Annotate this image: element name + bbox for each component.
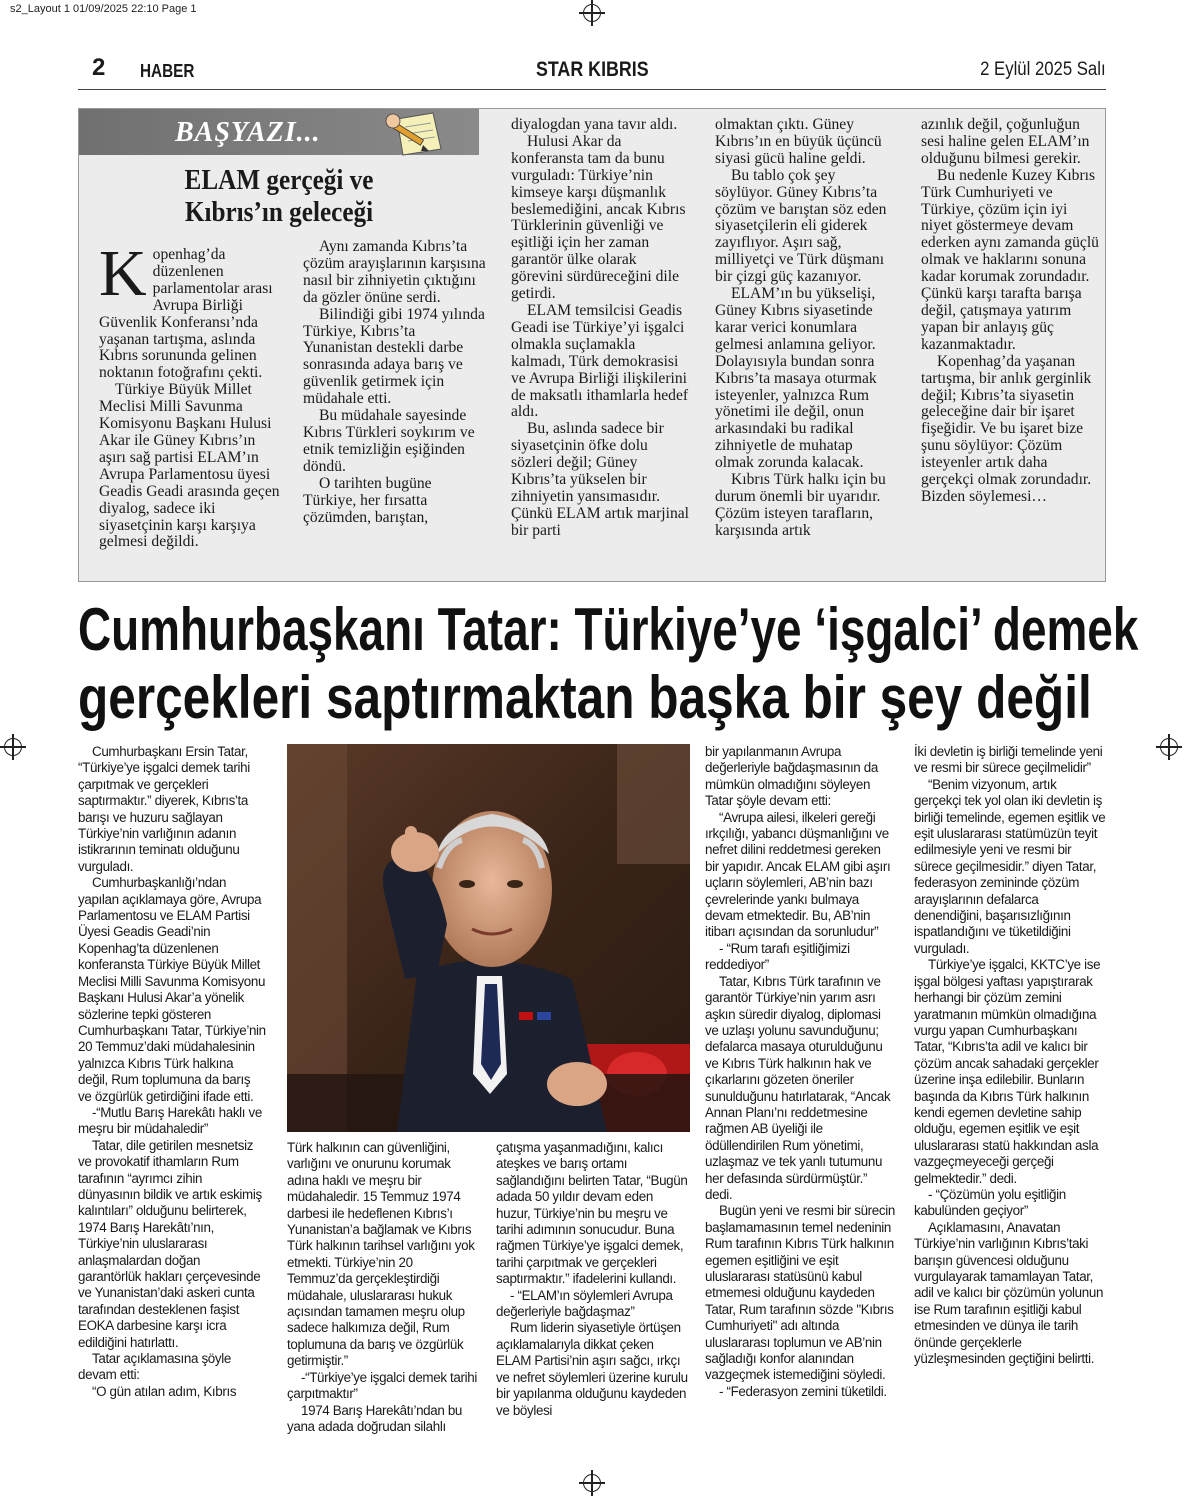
page-header [78, 54, 1106, 90]
registration-mark-icon [4, 738, 22, 756]
editorial-banner [79, 109, 479, 155]
editorial-column: diyalogdan yana tavır aldı. Hulusi Akar da konferansta tam da bunu vurguladı: Türkiye’nin kimseye karşı düşmanlık beslemediğini, ancak Kıbrıs Türklerinin güvenliği ve eşitliği için her zaman garantör ülke olarak görevini sürdüreceğini dile getirdi. ELAM temsilcisi Geadis Geadi ise Türkiye’yi işgalci olmakla suçlamakla kalmadı, Türk demokrasisi ve Avrupa Birliği ilişkilerini de maksatlı ithamlarla hedef aldı. Bu, aslında sadece bir siyasetçinin öfke dolu sözleri değil; Güney Kıbrıs’ta yükselen bir zihniyetin yansımasıdır. Çünkü ELAM artık marjinal bir parti [511, 117, 689, 539]
article-photo [287, 744, 690, 1132]
registration-mark-icon [583, 4, 601, 22]
registration-mark-icon [1160, 738, 1178, 756]
editorial-column: olmaktan çıktı. Güney Kıbrıs’ın en büyük üçüncü siyasi gücü haline geldi. Bu tablo çok şey söylüyor. Güney Kıbrıs’ta çözüm ve barıştan söz eden siyasetçilerin eli giderek zayıflıyor. Aşırı sağ, milliyetçi ve Türk düşmanı bir çizgi güç kazanıyor. ELAM’ın bu yükselişi, Güney Kıbrıs siyasetinde karar verici konumlara gelmesi anlamına geliyor. Dolayısıyla bundan sonra Kıbrıs’ta masaya oturmak isteyenler, yalnızca Rum yönetimi ile değil, onun arkasındaki bu radikal zihniyetle de muhatap olmak zorunda kalacak. Kıbrıs Türk halkı için bu durum önemli bir uyarıdır. Çözüm isteyen tarafların, karşısında artık [715, 117, 887, 539]
newspaper-name: STAR KIBRIS [535, 58, 649, 81]
editorial-box [78, 108, 1106, 582]
editorial-banner-label: BAŞYAZI... [175, 117, 321, 148]
main-headline: Cumhurbaşkanı Tatar: Türkiye’ye ‘işgalci’ demek gerçekleri saptırmaktan başka bir şey değil [78, 596, 1139, 731]
article-column: Türk halkının can güvenliğini, varlığını ve onurunu korumak adına haklı ve meşru bir müdahaledir. 15 Temmuz 1974 darbesi ile hedeflenen Kıbrıs’ı Yunanistan’a bağlamak ve Kıbrıs Türk halkının tarihsel varlığını yok etmekti. Türkiye’nin 20 Temmuz’da gerçekleştirdiği müdahale, uluslararası hukuk açısından tamamen meşru olup sadece halkımıza değil, Rum toplumuna da barış ve özgürlük getirmiştir.” -“Türkiye’ye işgalci demek tarihi çarpıtmaktır” 1974 Barış Harekâtı’ndan bu yana adada doğrudan silahlı [287, 1140, 477, 1434]
editorial-title: ELAM gerçeği ve Kıbrıs’ın geleceği [184, 165, 374, 228]
registration-mark-icon [583, 1474, 601, 1492]
editorial-column: Kopenhag’da düzenlenen parlamentolar arası Avrupa Birliği Güvenlik Konferansı’nda yaşanan tartışma, aslında Kıbrıs sorununda gelinen noktanın fotoğrafını çekti. Türkiye Büyük Millet Meclisi Milli Savunma Komisyonu Başkanı Hulusi Akar ile Güney Kıbrıs’ın aşırı sağ partisi ELAM’ın Avrupa Parlamentosu üyesi Geadis Geadi arasında geçen diyalog, sadece iki siyasetçinin karşı karşıya gelmesi değildi. [99, 247, 280, 551]
section-label: HABER [140, 61, 195, 81]
editorial-column: Aynı zamanda Kıbrıs’ta çözüm arayışlarının karşısına nasıl bir zihniyetin çıktığını da gözler önüne serdi. Bilindiği gibi 1974 yılında Türkiye, Kıbrıs’ta Yunanistan destekli darbe sonrasında adaya barış ve güvenlik getirmek için müdahale etti. Bu müdahale sayesinde Kıbrıs Türkleri soykırım ve etnik temizliğin eşiğinden döndü. O tarihten bugüne Türkiye, her fırsatta çözümden, barıştan, [303, 239, 486, 526]
page-number: 2 [92, 54, 106, 81]
article-column: bir yapılanmanın Avrupa değerleriyle bağdaşmasının da mümkün olmadığını söyleyen Tatar şöyle devam etti: “Avrupa ailesi, ilkeleri gereği ırkçılığı, yabancı düşmanlığını ve nefret dilini reddetmesi gereken bir yapıdır. Ancak ELAM gibi aşırı uçların söylemleri, AB’nin bazı çevrelerinde yankı bulmaya devam etmektedir. Bu, AB’nin itibarı açısından da sorunludur” - “Rum tarafı eşitliğimizi reddediyor” Tatar, Kıbrıs Türk tarafının ve garantör Türkiye’nin yarım asrı aşkın süredir diyalog, diplomasi ve uzlaşı yolunu savunduğunu; defalarca masaya oturulduğunu ve Kıbrıs Türk halkının hak ve çıkarlarını gözeten öneriler sunulduğunu hatırlatarak, “Ancak Annan Planı’nı reddetmesine rağmen AB üyeliği ile ödüllendirilen Rum yönetimi, uzlaşmaz ve tek yanlı tutumunu her defasında sürdürmüştür.” dedi. Bugün yeni ve resmi bir sürecin başlamamasının temel nedeninin Rum tarafının Kıbrıs Türk halkının egemen eşitliğini ve eşit uluslararası statüsünü kabul etmemesi olduğunu kaydeden Tatar, Rum tarafının sözde "Kıbrıs Cumhuriyeti" adı altında uluslararası toplumun ve AB’nin sağladığı konfor alanından vazgeçmek istemediğini söyledi. - “Federasyon zemini tüketildi. [705, 744, 895, 1399]
portrait-photo [287, 744, 690, 1132]
print-slug: s2_Layout 1 01/09/2025 22:10 Page 1 [10, 3, 197, 15]
article-column: Cumhurbaşkanı Ersin Tatar, “Türkiye’ye işgalci demek tarihi çarpıtmak ve gerçekleri saptırmaktır.” diyerek, Kıbrıs’ta barışı ve huzuru sağlayan Türkiye’nin varlığının adanın istikrarının teminatı olduğunu vurguladı. Cumhurbaşkanlığı’ndan yapılan açıklamaya göre, Avrupa Parlamentosu ve ELAM Partisi Üyesi Geadis Geadi’nin Kopenhag’ta düzenlenen konferansta Türkiye Büyük Millet Meclisi Milli Savunma Komisyonu Başkanı Hulusi Akar’a yönelik sözlerine tepki gösteren Cumhurbaşkanı Tatar, Türkiye’nin 20 Temmuz’daki müdahalesinin yalnızca Kıbrıs Türk halkına değil, Rum toplumuna da barış ve özgürlük getirdiğini ifade etti. -“Mutlu Barış Harekâtı haklı ve meşru bir müdahaledir” Tatar, dile getirilen mesnetsiz ve provokatif ithamların Rum tarafının “ayrımcı zihin dünyasının bildik ve artık eskimiş kalıntıları” olduğunu belirterek, 1974 Barış Harekâtı’nın, Türkiye’nin uluslararası anlaşmalardan doğan garantörlük hakları çerçevesinde ve Yunanistan’daki askeri cunta tarafından desteklenen faşist EOKA darbesine karşı icra edildiğini hatırlattı. Tatar açıklamasına şöyle devam etti: “O gün atılan adım, Kıbrıs [78, 744, 266, 1399]
issue-date: 2 Eylül 2025 Salı [980, 59, 1106, 80]
editorial-column: azınlık değil, çoğunluğun sesi haline gelen ELAM’ın olduğunu bilmesi gerekir. Bu nedenle Kuzey Kıbrıs Türk Cumhuriyeti ve Türkiye, çözüm için iyi niyet göstermeye devam ederken aynı zamanda güçlü olmak ve haklarını sonuna kadar korumak zorundadır. Çünkü karşı tarafta barışa değil, çatışmaya yatırım yapan bir anlayış güç kazanmaktadır. Kopenhag’da yaşanan tartışma, bir anlık gerginlik değil; Kıbrıs’ta siyasetin geleceğine dair bir işaret fişeğidir. Ve bu işaret bize şunu söylüyor: Çözüm isteyenler artık daha gerçekçi olmak zorundadır. Bizden söylemesi… [921, 117, 1099, 505]
article-column: çatışma yaşanmadığını, kalıcı ateşkes ve barış ortamı sağlandığını belirten Tatar, “Bugün adada 50 yıldır devam eden huzur, Türkiye’nin bu meşru ve tarihi adımının sonucudur. Buna rağmen Türkiye’ye işgalci demek, tarihi çarpıtmak ve gerçekleri saptırmaktır.” ifadelerini kullandı. - “ELAM’ın söylemleri Avrupa değerleriyle bağdaşmaz” Rum liderin siyasetiyle örtüşen açıklamalarıyla dikkat çeken ELAM Partisi’nin aşırı sağcı, ırkçı ve nefret söylemleri üzerine kurulu bir yapılanma olduğunu kaydeden ve böylesi [496, 1140, 688, 1418]
article-column: İki devletin iş birliği temelinde yeni ve resmi bir sürece geçilmelidir” “Benim vizyonum, artık gerçekçi tek yol olan iki devletin iş birliği temelinde, egemen eşitlik ve eşit uluslararası statümüzün teyit edilmesiyle yeni ve resmi bir sürece geçilmesidir.” diyen Tatar, federasyon zemininde çözüm arayışlarının defalarca denendiğini, başarısızlığının ispatlandığını ve tüketildiğini vurguladı. Türkiye’ye işgalci, KKTC’ye ise işgal bölgesi yaftası yapıştırarak herhangi bir çözüm zemini yaratmanın mümkün olmadığına vurgu yapan Cumhurbaşkanı Tatar, “Kıbrıs’ta adil ve kalıcı bir çözüm ancak sahadaki gerçekler üzerine inşa edilebilir. Bunların başında da Kıbrıs Türk halkının kendi egemen devletine sahip olduğu, egemen eşitlik ve eşit uluslararası statü hakkından asla vazgeçmeyeceği gerçeği gelmektedir.” dedi. - “Çözümün yolu eşitliğin kabulünden geçiyor” Açıklamasını, Anavatan Türkiye’nin varlığının Kıbrıs’taki barışın güvencesi olduğunu vurgulayarak tamamlayan Tatar, adil ve kalıcı bir çözümün yolunun ise Rum tarafının eşitliği kabul etmesinden ve dünya ile tarih önünde gerçeklerle yüzleşmesinden geçtiğini belirtti. [914, 744, 1106, 1367]
pencil-paper-icon [379, 109, 449, 157]
drop-cap: K [99, 247, 147, 310]
